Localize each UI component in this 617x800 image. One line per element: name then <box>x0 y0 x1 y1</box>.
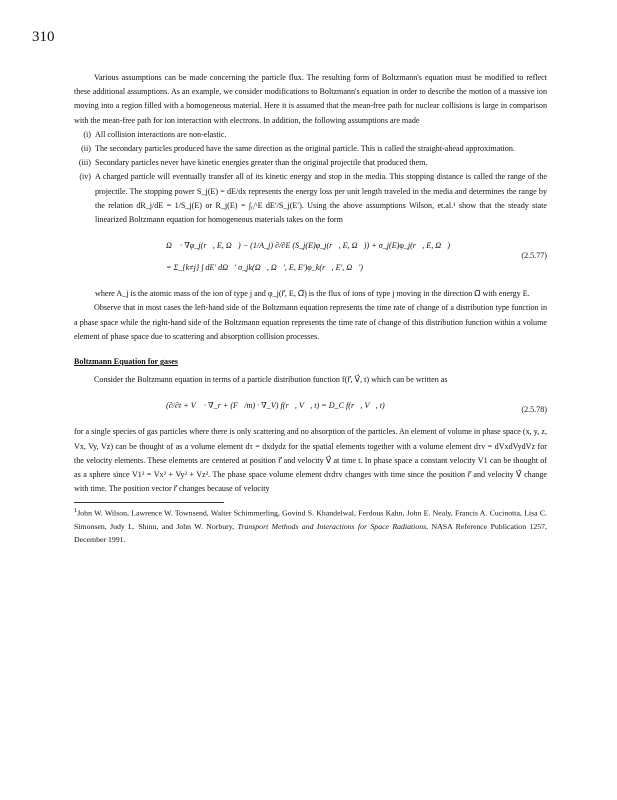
assumption-marker: (i) <box>83 129 91 139</box>
assumption-item <box>74 128 547 142</box>
footnote <box>74 504 547 546</box>
intro-paragraph: Various assumptions can be made concerning the particle flux. The resulting form of Boltzmann's equation must be modified to reflect these additional assumptions. As an example, we consider modifications to Boltzmann's equation in order to describe the motion of a massive ion moving into a region filled with a homogeneous material. Here it is assumed that the mean-free path for nuclear collisions is large in comparison with the mean-free path for ion interaction with electrons. In addition, the following assumptions are made <box>74 73 547 125</box>
gases-intro-paragraph: Consider the Boltzmann equation in terms of a particle distribution function f(r⃗, V⃗, t) which can be written as <box>94 375 448 385</box>
assumption-text: The secondary particles produced have the same direction as the original particle. This is called the straight-ahead approximation. <box>95 144 515 154</box>
equation-line: Ω⃗ · ∇φ_j(r⃗, E, Ω⃗) − (1/A_j) ∂/∂E (S_j(E)φ_j(r⃗, E, Ω⃗)) + σ_j(E)φ_j(r⃗, E, Ω⃗) <box>166 241 451 251</box>
footnote-title: Transport Methods and Interactions for Space Radiations <box>237 522 427 532</box>
assumption-text: Secondary particles never have kinetic energies greater than the original projectile that produced them. <box>95 158 428 168</box>
assumption-marker: (ii) <box>81 144 91 154</box>
equation-number: (2.5.78) <box>521 405 547 415</box>
equation-line: = Σ_{k≠j} ∫ dE′ dΩ⃗′ σ_jk(Ω⃗, Ω⃗′, E, E′)φ_k(r⃗, E′, Ω⃗′) <box>166 263 363 273</box>
assumptions-list <box>74 128 547 227</box>
equation-number: (2.5.77) <box>521 251 547 261</box>
page-body <box>74 71 547 546</box>
where-text: where A_j is the atomic mass of the ion of type j and φ_j(r⃗, E, Ω⃗) is the flux of ions of type j moving in the direction Ω⃗ with energy E. <box>95 289 530 299</box>
assumption-text: All collision interactions are non-elastic. <box>95 129 227 139</box>
page-number: 310 <box>32 29 55 45</box>
equation-line: (∂/∂t + V⃗ · ∇_r + (F⃗/m) · ∇_V) f(r⃗, V⃗, t) = D_C f(r⃗, V⃗, t) <box>166 401 385 411</box>
assumption-item <box>74 170 547 227</box>
observe-paragraph: Observe that in most cases the left-hand side of the Boltzmann equation represents the time rate of change of a distribution type function in a phase space while the right-hand side of the Boltzmann equation represents the time rate of change of this distribution function within a volume element of phase space due to scattering and absorption collision processes. <box>74 303 547 341</box>
assumption-item <box>74 142 547 156</box>
equation-2-5-78 <box>74 395 547 417</box>
footnote-marker: 1 <box>74 507 78 515</box>
section-heading: Boltzmann Equation for gases <box>74 357 178 367</box>
footnote-authors: John W. Wilson, Lawrence W. Townsend, Walter Schimmerling, Govind S. Khandelwal, Ferdous Kahn, John E. Nealy, Francis A. Cucinotta, Lisa C. Simonsen, Judy L. Shinn, and John W. Norbury, <box>74 509 547 532</box>
equation-2-5-77 <box>74 235 547 279</box>
where-block <box>74 287 547 301</box>
gases-body-paragraph: for a single species of gas particles where there is only scattering and no absorption of the particles. An element of volume in phase space (x, y, z, Vx, Vy, Vz) can be thought of as a volume element dτ = dxdydz for the spatial elements together with a volume element dτv = dVxdVydVz for the velocity elements. These elements are centered at position r⃗ and velocity V⃗ at time t. In phase space a constant velocity V1 can be thought of as a sphere since V1² = Vx² + Vy² + Vz². The phase space volume element dτdτv changes with time since the position r⃗ and velocity V⃗ change with time. The position vector r⃗ changes because of velocity <box>74 427 547 494</box>
assumption-marker: (iv) <box>79 172 91 182</box>
footnote-publication: , NASA Reference Publication 1257, December 1991. <box>74 522 547 545</box>
assumption-item <box>74 156 547 170</box>
where-text-item <box>74 287 547 301</box>
footnote-divider <box>74 502 224 503</box>
assumption-text: A charged particle will eventually transfer all of its kinetic energy and stop in the media. This stopping distance is called the range of the projectile. The stopping power S_j(E) = dE/dx represents the energy loss per unit length traveled in the media and determines the range by the relation dR_j/dE = 1/S_j(E) or R_j(E) = ∫₀^E dE′/S_j(E′). Using the above assumptions Wilson, et.al.¹ show that the steady state linearized Boltzmann equation for homogeneous materials takes on the form <box>95 172 547 225</box>
assumption-marker: (iii) <box>78 158 91 168</box>
